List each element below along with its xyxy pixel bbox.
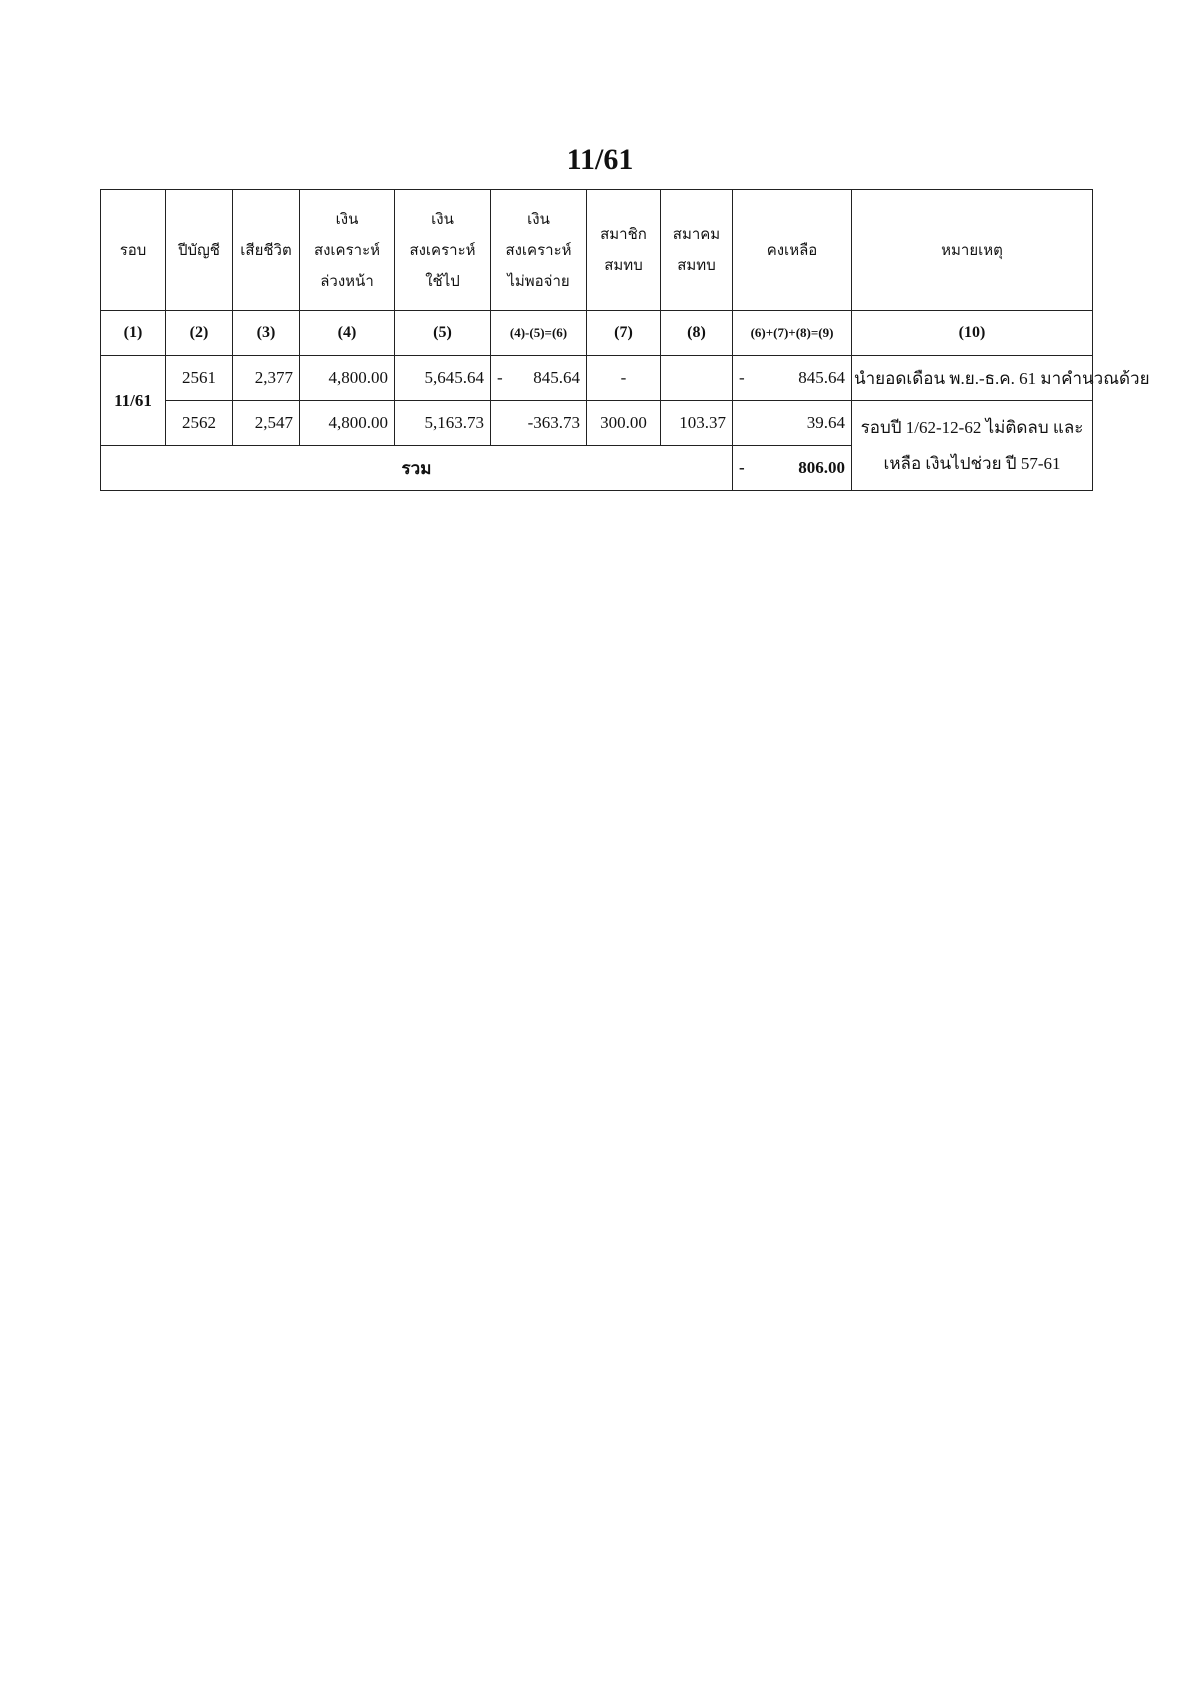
header-balance: คงเหลือ — [733, 190, 852, 311]
formula-cell: (8) — [661, 311, 733, 356]
association-contribution-cell — [661, 356, 733, 401]
total-value: 806.00 — [798, 458, 845, 477]
header-member-contribution: สมาชิก สมทบ — [587, 190, 661, 311]
formula-cell: (1) — [101, 311, 166, 356]
year-cell: 2561 — [166, 356, 233, 401]
shortfall-value: -363.73 — [527, 413, 580, 432]
formula-row — [101, 311, 1093, 356]
balance-value: 845.64 — [798, 368, 845, 387]
shortfall-sign: - — [497, 368, 503, 387]
header-row — [101, 190, 1093, 311]
balance-cell — [733, 401, 852, 446]
contribution-table — [100, 189, 1150, 491]
header-fiscal-year: ปีบัญชี — [166, 190, 233, 311]
member-contribution-cell: 300.00 — [587, 401, 661, 446]
header-remarks: หมายเหตุ — [852, 190, 1093, 311]
header-advance-aid: เงิน สงเคราะห์ ล่วงหน้า — [300, 190, 395, 311]
remark-cell: รอบปี 1/62-12-62 ไม่ติดลบ และเหลือ เงินไปช่วย ปี 57-61 — [852, 401, 1093, 491]
balance-sign: - — [739, 368, 745, 387]
formula-cell: (4) — [300, 311, 395, 356]
formula-cell: (10) — [852, 311, 1093, 356]
balance-value: 39.64 — [806, 413, 845, 432]
advance-cell: 4,800.00 — [300, 401, 395, 446]
advance-cell: 4,800.00 — [300, 356, 395, 401]
member-contribution-cell: - — [587, 356, 661, 401]
remark-cell: นำยอดเดือน พ.ย.-ธ.ค. 61 มาคำนวณด้วย — [852, 356, 1093, 401]
balance-cell — [733, 356, 852, 401]
shortfall-cell — [491, 356, 587, 401]
header-used-aid: เงิน สงเคราะห์ ใช้ไป — [395, 190, 491, 311]
year-cell: 2562 — [166, 401, 233, 446]
association-contribution-cell: 103.37 — [661, 401, 733, 446]
total-label: รวม — [101, 446, 733, 491]
formula-cell: (3) — [233, 311, 300, 356]
formula-cell: (2) — [166, 311, 233, 356]
round-cell: 11/61 — [101, 356, 166, 446]
deaths-cell: 2,377 — [233, 356, 300, 401]
shortfall-cell — [491, 401, 587, 446]
header-shortfall-aid: เงิน สงเคราะห์ ไม่พอจ่าย — [491, 190, 587, 311]
used-cell: 5,645.64 — [395, 356, 491, 401]
table-row — [101, 401, 1093, 446]
total-sign: - — [739, 458, 745, 477]
header-association-contribution: สมาคม สมทบ — [661, 190, 733, 311]
table-row — [101, 356, 1093, 401]
page-title: 11/61 — [566, 143, 634, 176]
formula-cell: (6)+(7)+(8)=(9) — [733, 311, 852, 356]
deaths-cell: 2,547 — [233, 401, 300, 446]
header-deaths: เสียชีวิต — [233, 190, 300, 311]
formula-cell: (5) — [395, 311, 491, 356]
total-balance-cell — [733, 446, 852, 491]
header-round: รอบ — [101, 190, 166, 311]
formula-cell: (4)-(5)=(6) — [491, 311, 587, 356]
used-cell: 5,163.73 — [395, 401, 491, 446]
formula-cell: (7) — [587, 311, 661, 356]
shortfall-value: 845.64 — [533, 368, 580, 387]
